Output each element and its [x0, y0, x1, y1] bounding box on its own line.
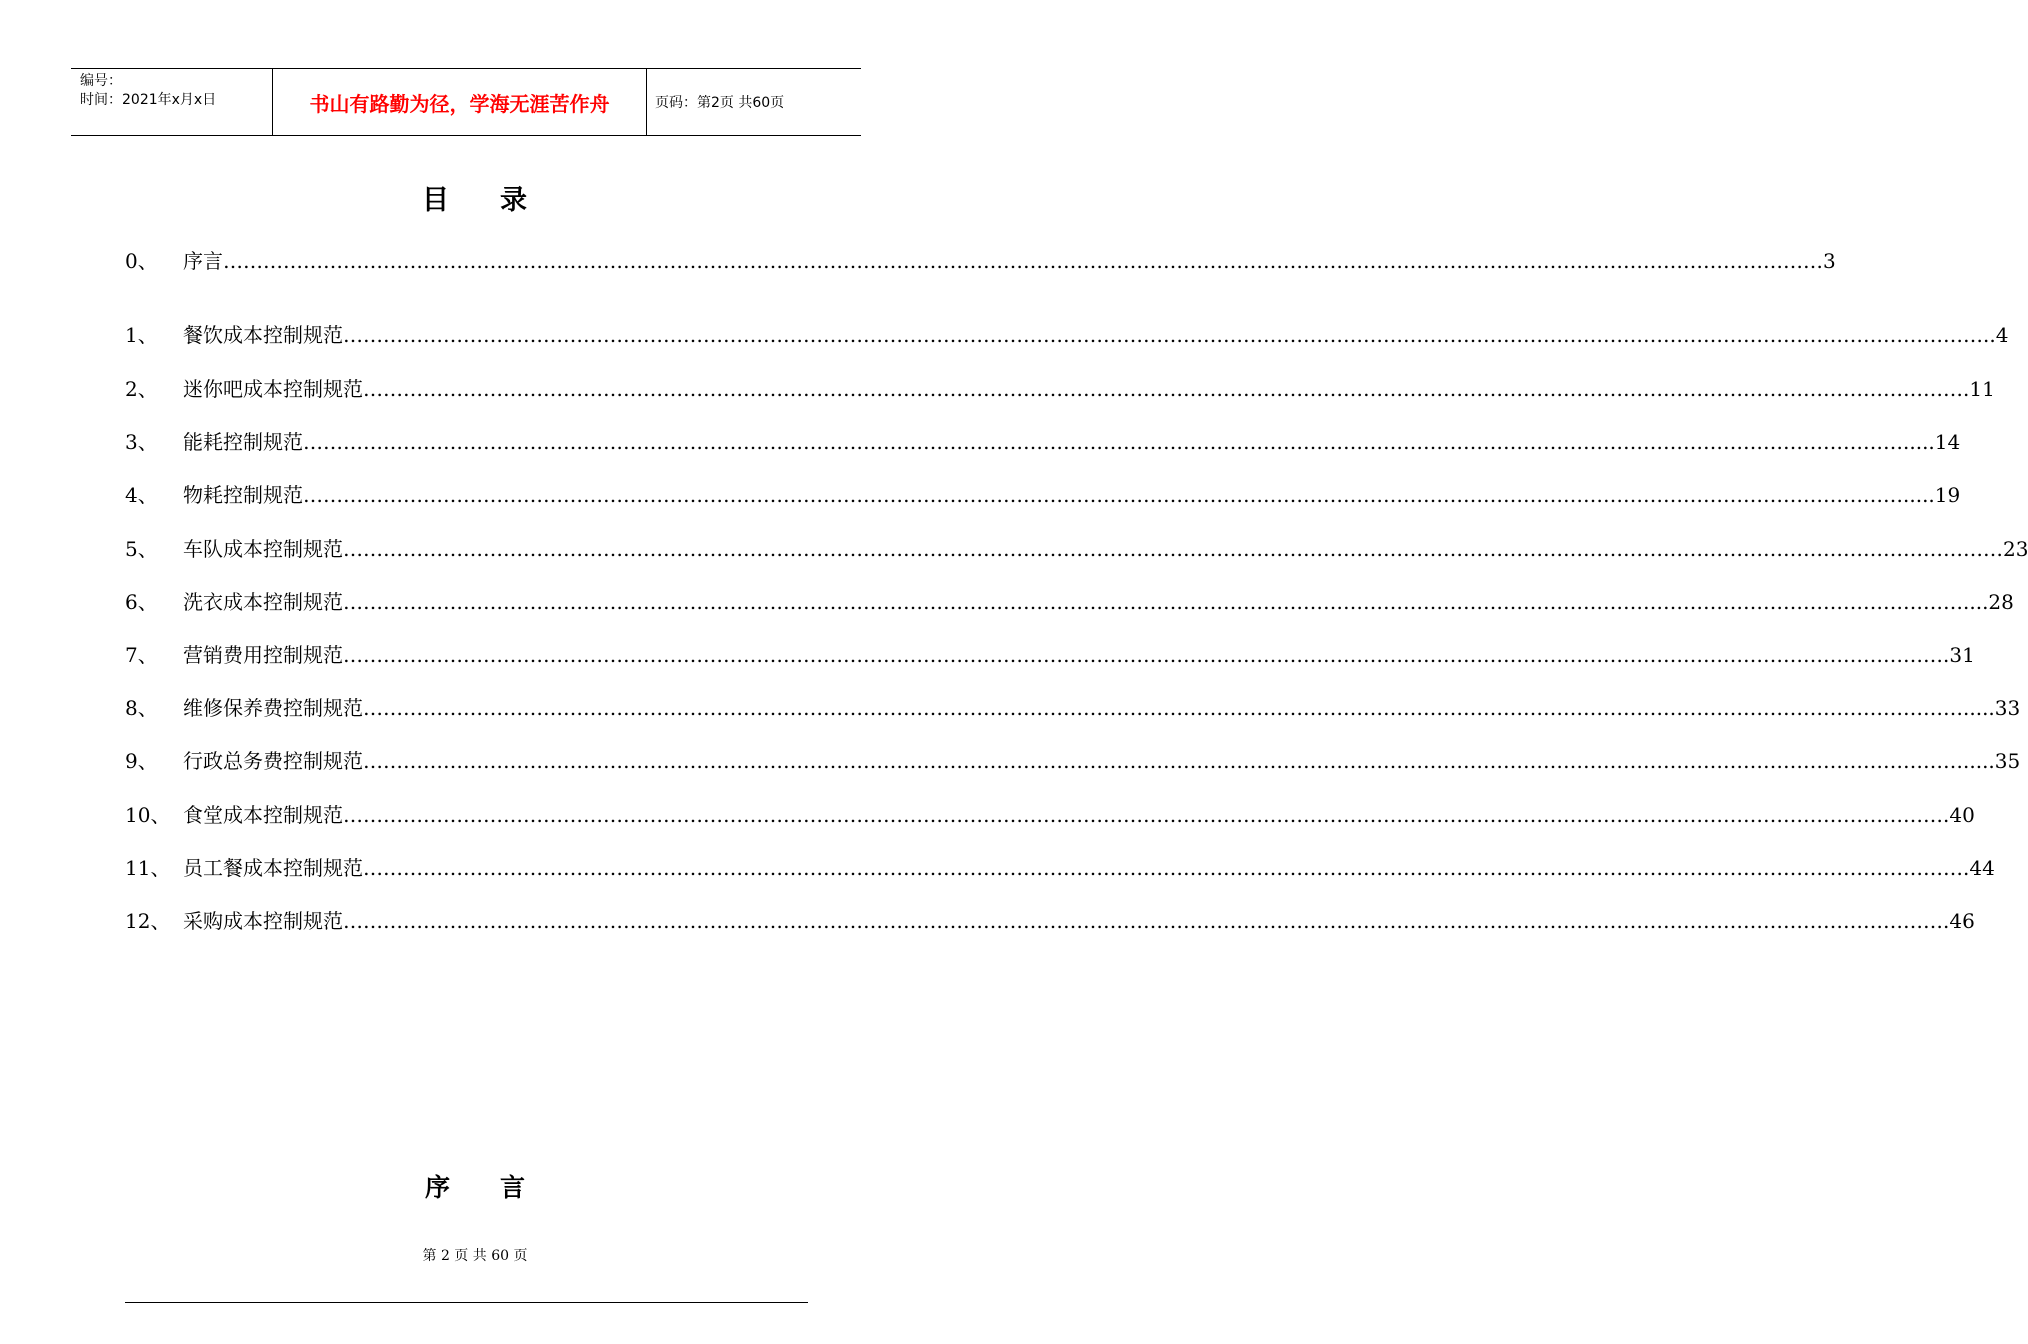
toc-item-title: 序言 [183, 249, 223, 273]
toc-dot-leader: …………………………………………………………………………………………………………………………………………………………………………………………………………………… [363, 696, 1963, 720]
toc-item-title: 员工餐成本控制规范 [183, 856, 363, 880]
toc-item[interactable] [125, 322, 2009, 348]
preface-title-right: 言 [500, 1173, 526, 1202]
toc-dot-leader: …………………………………………………………………………………………………………………………………………………………………………………………………………………… [343, 909, 1943, 933]
toc-dot-leader: …………………………………………………………………………………………………………………………………………………………………………………………………………………… [343, 643, 1943, 667]
toc-item-title: 车队成本控制规范 [183, 537, 343, 561]
toc-item-page: .....19 [1903, 483, 1961, 507]
toc-item-number: 9、 [125, 749, 158, 773]
toc-item-page: .....14 [1903, 430, 1961, 454]
toc-item-number: 5、 [125, 537, 158, 561]
header-page-info: 页码：第2页 共60页 [655, 95, 785, 111]
toc-dot-leader: …………………………………………………………………………………………………………………………………………………………………………………………………………………… [343, 803, 1943, 827]
toc-item-page: ……..4 [1943, 323, 2009, 347]
toc-item-number: 12、 [125, 909, 171, 933]
header-meta-cell [71, 69, 273, 135]
toc-item-title: 物耗控制规范 [183, 483, 303, 507]
toc-item[interactable] [125, 748, 2021, 774]
toc-item-title: 维修保养费控制规范 [183, 696, 363, 720]
toc-dot-leader: …………………………………………………………………………………………………………………………………………………………………………………………………………………… [363, 749, 1963, 773]
toc-item[interactable] [125, 802, 1975, 828]
toc-item-number: 7、 [125, 643, 158, 667]
toc-dot-leader: …………………………………………………………………………………………………………………………………………………………………………………………………………………… [343, 537, 1943, 561]
toc-item-page: .46 [1943, 909, 1975, 933]
toc-item[interactable] [125, 695, 2021, 721]
toc-item-title: 营销费用控制规范 [183, 643, 343, 667]
code-label: 编号： [80, 73, 122, 89]
toc-item-number: 1、 [125, 323, 158, 347]
toc-item-title: 餐饮成本控制规范 [183, 323, 343, 347]
toc-item[interactable] [125, 429, 1961, 455]
time-label: 时间：2021年x月x日 [80, 92, 217, 108]
toc-item-number: 3、 [125, 430, 158, 454]
toc-item-page: 3 [1823, 249, 1836, 273]
toc-dot-leader: …………………………………………………………………………………………………………………………………………………………………………………………………………………… [363, 856, 1963, 880]
toc-dot-leader: …………………………………………………………………………………………………………………………………………………………………………………………………………………… [343, 323, 1943, 347]
toc-item[interactable] [125, 248, 1836, 274]
toc-item[interactable] [125, 589, 2014, 615]
toc-item-title: 洗衣成本控制规范 [183, 590, 343, 614]
toc-item-title: 食堂成本控制规范 [183, 803, 343, 827]
toc-item-page: …....28 [1943, 590, 2014, 614]
toc-item[interactable] [125, 908, 1975, 934]
toc-item-title: 迷你吧成本控制规范 [183, 377, 363, 401]
toc-item[interactable] [125, 855, 1995, 881]
toc-item[interactable] [125, 482, 1961, 508]
toc-item-number: 4、 [125, 483, 158, 507]
toc-item-title: 采购成本控制规范 [183, 909, 343, 933]
toc-dot-leader: …………………………………………………………………………………………………………………………………………………………………………………………………………………… [303, 483, 1903, 507]
toc-item-page: .....33 [1963, 696, 2021, 720]
toc-item-number: 0、 [125, 249, 158, 273]
footer-page-number: 第 2 页 共 60 页 [422, 1248, 528, 1264]
toc-item[interactable] [125, 376, 1995, 402]
toc-dot-leader: …………………………………………………………………………………………………………………………………………………………………………………………………………………… [363, 377, 1963, 401]
toc-item-page: .44 [1963, 856, 1995, 880]
toc-title [0, 178, 950, 217]
preface-title [0, 1168, 950, 1204]
footer-divider [125, 1302, 808, 1303]
toc-item[interactable] [125, 536, 2028, 562]
toc-item-page: .....35 [1963, 749, 2021, 773]
toc-item-title: 能耗控制规范 [183, 430, 303, 454]
toc-dot-leader: …………………………………………………………………………………………………………………………………………………………………………………………………………………… [303, 430, 1903, 454]
toc-item-page: .31 [1943, 643, 1975, 667]
toc-item-page: .11 [1963, 377, 1995, 401]
toc-title-left: 目 [422, 185, 450, 216]
toc-dot-leader: …………………………………………………………………………………………………………………………………………………………………………………………………………………… [223, 249, 1823, 273]
toc-item-number: 11、 [125, 856, 171, 880]
toc-title-right: 录 [500, 185, 528, 216]
toc-item-page: ………23 [1943, 537, 2028, 561]
toc-item[interactable] [125, 642, 1975, 668]
toc-item-number: 10、 [125, 803, 171, 827]
toc-item-number: 2、 [125, 377, 158, 401]
toc-item-page: .40 [1943, 803, 1975, 827]
toc-item-number: 8、 [125, 696, 158, 720]
toc-item-title: 行政总务费控制规范 [183, 749, 363, 773]
header-motto: 书山有路勤为径，学海无涯苦作舟 [273, 69, 647, 135]
toc-item-number: 6、 [125, 590, 158, 614]
toc-dot-leader: …………………………………………………………………………………………………………………………………………………………………………………………………………………… [343, 590, 1943, 614]
header-table [71, 68, 861, 136]
preface-title-left: 序 [424, 1173, 450, 1202]
